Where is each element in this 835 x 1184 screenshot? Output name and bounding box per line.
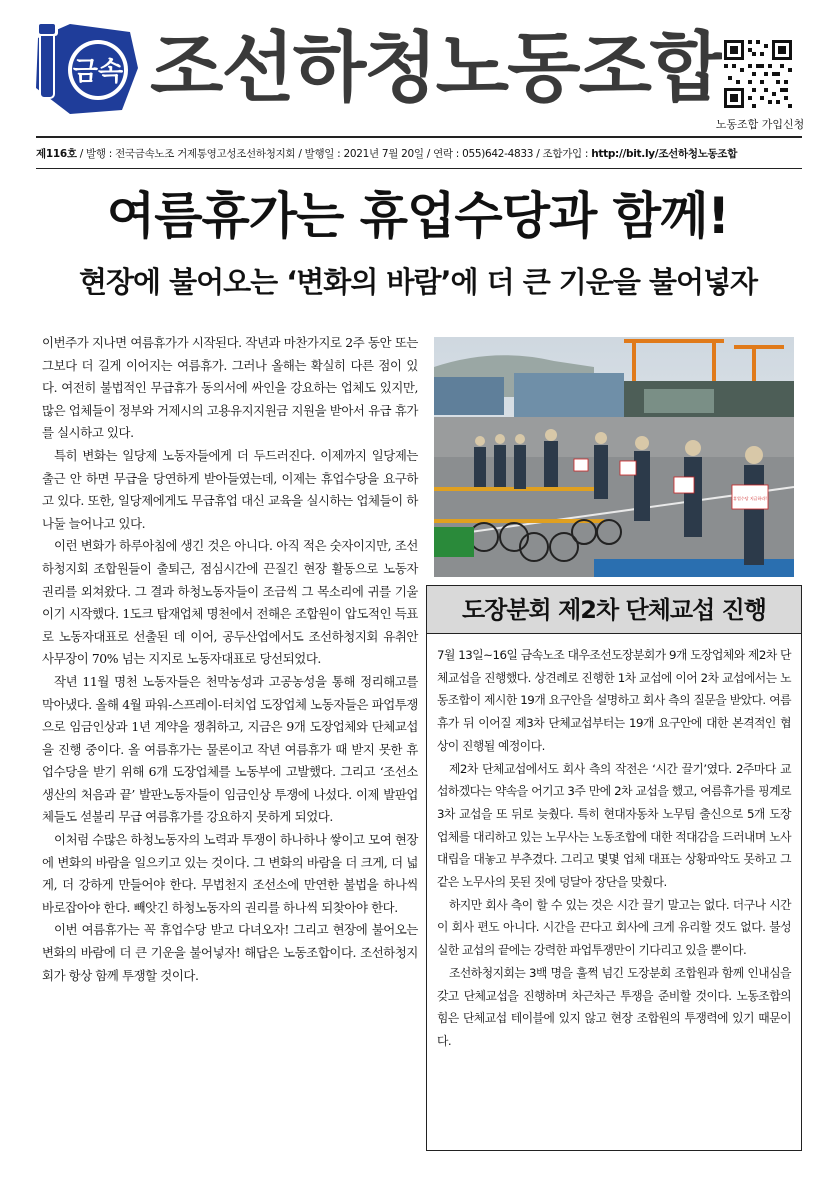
box-paragraph: 조선하청지회는 3백 명을 훌쩍 넘긴 도장분회 조합원과 함께 인내심을 갖고 단체교섭을 진행하며 차근차근 투쟁을 준비할 것이다. 노동조합의 힘은 단체교섭 테이블에 있지 않고 현장 조합원의 투쟁력에 있기 때문이다. bbox=[437, 965, 791, 1048]
contact-phone: 055)642-4833 bbox=[462, 148, 534, 160]
box-title: 도장분회 제2차 단체교섭 진행 bbox=[462, 596, 766, 624]
article-paragraph: 작년 11월 명천 노동자들은 천막농성과 고공농성을 통해 정리해고를 막아냈다. 올해 4월 파워-스프레이-터치업 도장업체 노동자들은 파업투쟁으로 임금인상과 1년 계약을 쟁취하고, 지금은 9개 도장업체와 단체교섭을 진행 중이다. 올 여름휴가는 물론이고 작년 여름휴가 때 받지 못한 휴업수당을 받기 위해 6개 도장업체를 노동부에 고발했다. 그리고 ‘조선소 생산의 처음과 끝’ 발판노동자들이 임금인상 투쟁에 나섰다. 이제 발판업체들도 섣불리 무급 여름휴가를 강요하지 못하게 되었다. bbox=[42, 673, 418, 825]
contact-label: 연락 bbox=[433, 148, 453, 160]
publisher-label: 발행 bbox=[86, 148, 106, 160]
protest-photo bbox=[434, 337, 794, 577]
article-paragraph: 이런 변화가 하루아침에 생긴 것은 아니다. 아직 적은 숫자이지만, 조선하청지회 조합원들이 출퇴근, 점심시간에 끈질긴 현장 활동으로 노동자 권리를 외쳐왔다. 그 결과 하청노동자들이 조금씩 그 목소리에 귀를 기울이기 시작했다. 1도크 탑재업체 명천에서 전해은 조합원이 압도적인 득표로 노동자대표로 선출된 데 이어, 공두산업에서도 조선하청지회 유취안 사무장이 70% 넘는 지지로 노동자대표로 당선되었다. bbox=[42, 538, 418, 667]
date-label: 발행일 bbox=[304, 148, 335, 160]
issue-number: 제116호 bbox=[36, 148, 77, 160]
issue-info-line: 제116호 / 발행 : 전국금속노조 거제통영고성조선하청지회 / 발행일 : 2021년 7월 20일 / 연락 : 055)642-4833 / 조합가입 : http://bit.ly/조선하청노동조합 bbox=[36, 148, 738, 160]
protest-sign-text: 휴업수당 지급하라! bbox=[733, 496, 767, 501]
box-paragraph: 7월 13일~16일 금속노조 대우조선도장분회가 9개 도장업체와 제2차 단체교섭을 진행했다. 상견례로 진행한 1차 교섭에 이어 2차 교섭에서는 노동조합이 제시한 19개 요구안을 설명하고 회사 측의 질문을 받았다. 여름휴가 뒤 이어질 제3차 단체교섭부터는 19개 요구안에 대한 본격적인 협상이 진행될 예정이다. bbox=[437, 648, 791, 753]
article-paragraph: 이번주가 지나면 여름휴가가 시작된다. 작년과 마찬가지로 2주 동안 또는 그보다 더 길게 이어지는 여름휴가. 그러나 올해는 확실히 다른 점이 있다. 여전히 불법적인 무급휴가 동의서에 싸인을 강요하는 업체도 있지만, 많은 업체들이 정부와 거제시의 고용유지지원금 지원을 받아서 유급 휴가를 실시하고 있다. bbox=[42, 335, 418, 441]
article-paragraph: 이처럼 수많은 하청노동자의 노력과 투쟁이 하나하나 쌓이고 모여 현장에 변화의 바람을 일으키고 있는 것이다. 그 변화의 바람을 더 크게, 더 넓게, 더 강하게 만들어야 한다. 무법천지 조선소에 만연한 불법을 하나씩 바로잡아야 한다. 빼앗긴 하청노동자의 권리를 하나씩 되찾아야 한다. bbox=[42, 832, 418, 915]
article-paragraph: 특히 변화는 일당제 노동자들에게 더 두드러진다. 이제까지 일당제는 출근 안 하면 무급을 당연하게 받아들였는데, 이제는 휴업수당을 요구하고 있다. 또한, 일당제에게도 무급휴업 대신 교육을 실시하는 업체들이 하나둘 늘어나고 있다. bbox=[42, 447, 418, 531]
join-link[interactable]: http://bit.ly/조선하청노동조합 bbox=[591, 148, 738, 160]
box-body bbox=[437, 644, 791, 1053]
union-logo bbox=[30, 18, 142, 118]
main-headline: 여름휴가는 휴업수당과 함께! bbox=[106, 187, 730, 245]
box-paragraph: 제2차 단체교섭에서도 회사 측의 작전은 ‘시간 끌기’였다. 2주마다 교섭하겠다는 약속을 어기고 3주 만에 2차 교섭을 했고, 여름휴가를 핑계로 3차 교섭을 또 뒤로 늦췄다. 특히 현대자동차 노무팀 출신으로 5개 도장업체를 대리하고 있는 노무사는 노동조합에 대한 적대감을 드러내며 노사 대립을 대놓고 부추겼다. 그리고 몇몇 업체 대표는 상황파악도 못하고 그 같은 노무사의 못된 짓에 덩달아 장단을 맞췄다. bbox=[437, 761, 791, 890]
article-paragraph: 이번 여름휴가는 꼭 휴업수당 받고 다녀오자! 그리고 현장에 불어오는 변화의 바람에 더 큰 기운을 불어넣자! 해답은 노동조합이다. 조선하청지회가 항상 함께 투쟁할 것이다. bbox=[42, 922, 418, 983]
issue-rule bbox=[36, 168, 802, 169]
bargaining-article-box bbox=[426, 585, 802, 1151]
issue-date: 2021년 7월 20일 bbox=[343, 148, 424, 160]
qr-label: 노동조합 가입신청 bbox=[715, 118, 805, 131]
masthead-title: 조선하청노동조합 bbox=[150, 23, 722, 112]
publisher: 전국금속노조 거제통영고성조선하청지회 bbox=[115, 148, 296, 160]
qr-code[interactable] bbox=[722, 38, 794, 110]
sub-headline: 현장에 불어오는 ‘변화의 바람’에 더 큰 기운을 불어넣자 bbox=[78, 265, 757, 299]
box-header bbox=[427, 586, 801, 634]
logo-text: 금속 bbox=[72, 57, 124, 87]
masthead-rule bbox=[36, 136, 802, 138]
box-paragraph: 하지만 회사 측이 할 수 있는 것은 시간 끌기 말고는 없다. 더구나 시간이 회사 편도 아니다. 시간을 끈다고 회사에 크게 유리할 것도 없다. 불성실한 교섭의 끝에는 강력한 파업투쟁만이 기다리고 있을 뿐이다. bbox=[437, 897, 791, 958]
main-article bbox=[42, 332, 418, 987]
join-label: 조합가입 bbox=[542, 148, 582, 160]
